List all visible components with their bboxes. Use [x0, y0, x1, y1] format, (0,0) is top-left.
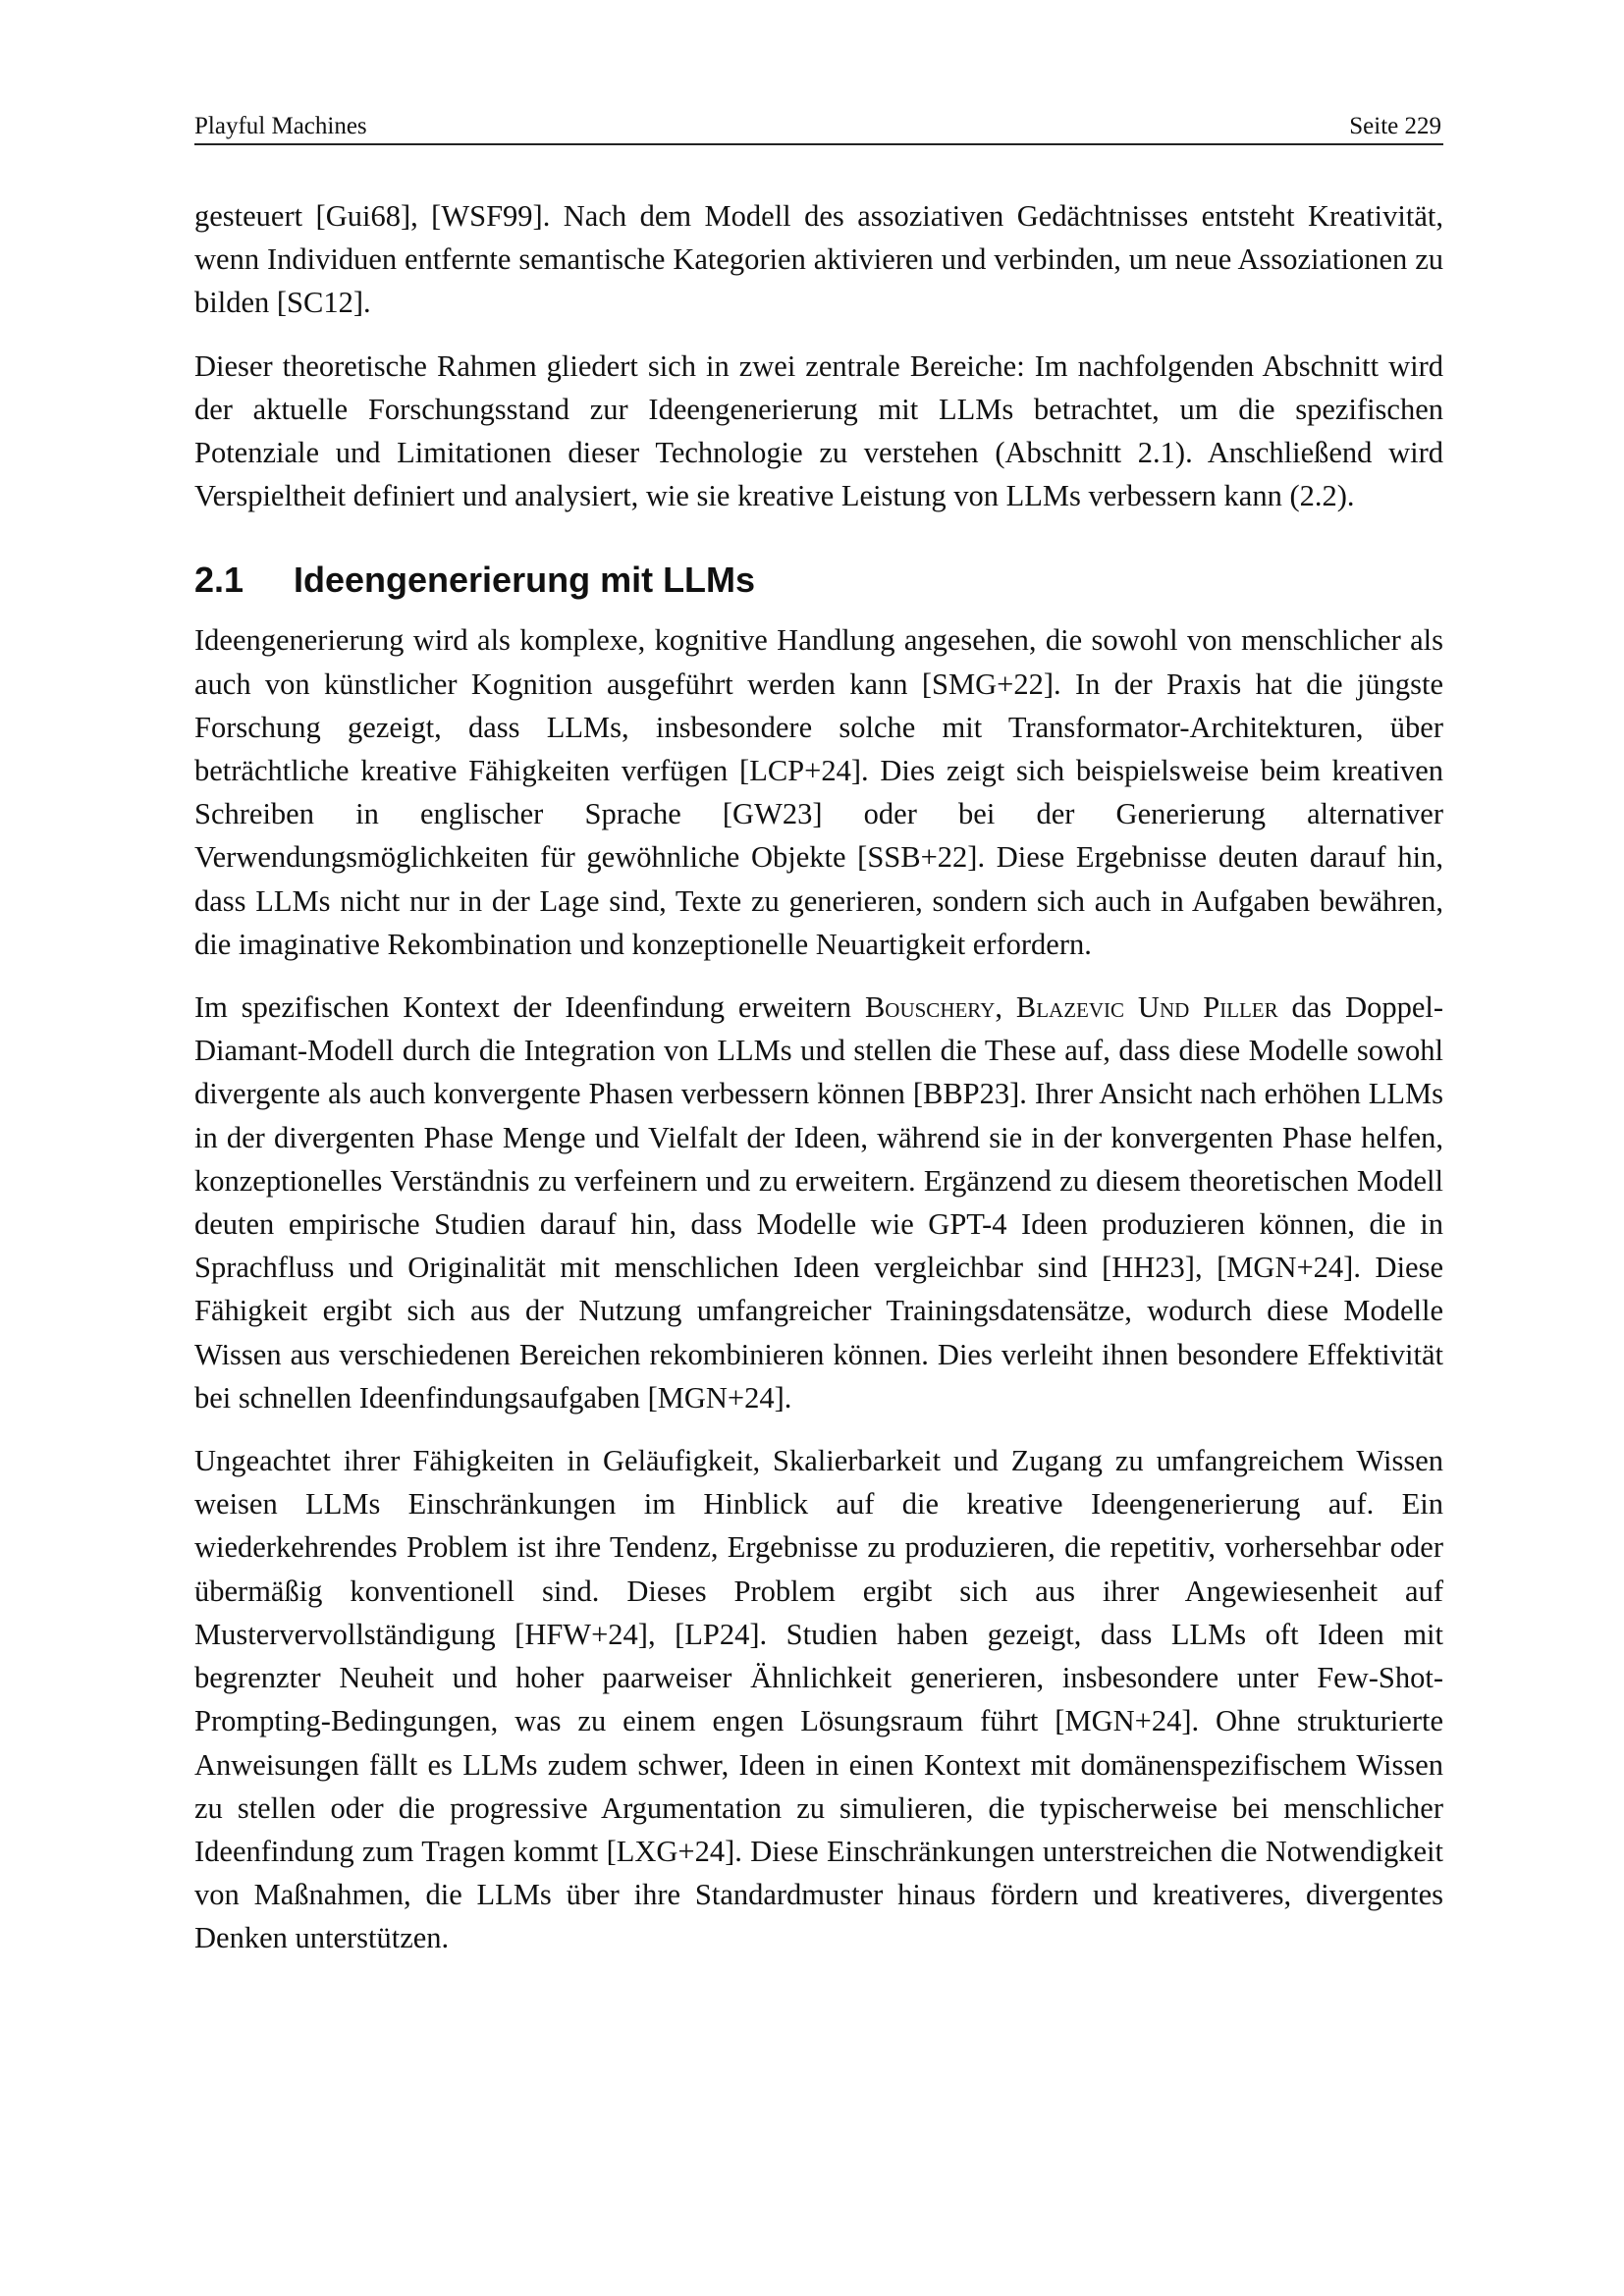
author-name: Bouschery — [864, 990, 996, 1025]
author-conjunction: Und — [1124, 990, 1204, 1025]
running-header — [194, 110, 1443, 145]
paragraph-3: Ideengenerierung wird als komplexe, kognitive Handlung angesehen, die sowohl von menschlicher als auch von künstlicher Kognition ausgeführt werden kann [SMG+22]. In der Praxis hat die jüngste Forschung gezeigt, dass LLMs, insbesondere solche mit Transformator-Architekturen, über beträchtliche kreative Fähigkeiten verfügen [LCP+24]. Dies zeigt sich beispielsweise beim kreativen Schreiben in englischer Sprache [GW23] oder bei der Generierung alternativer Verwendungsmöglichkeiten für gewöhnliche Objekte [SSB+22]. Diese Ergebnisse deuten darauf hin, dass LLMs nicht nur in der Lage sind, Texte zu generieren, sondern sich auch in Aufgaben bewähren, die imaginative Rekombination und konzeptionelle Neuartigkeit erfordern. — [194, 623, 1443, 961]
author-name: Piller — [1203, 990, 1278, 1025]
paragraph-1: gesteuert [Gui68], [WSF99]. Nach dem Modell des assoziativen Gedächtnisses entsteht Kreativität, wenn Individuen entfernte semantische Kategorien aktivieren und verbinden, um neue Assoziationen zu bilden [SC12]. — [194, 199, 1443, 320]
author-name: Blazevic — [1015, 990, 1125, 1025]
paragraph-2: Dieser theoretische Rahmen gliedert sich in zwei zentrale Bereiche: Im nachfolgenden Abschnitt wird der aktuelle Forschungsstand zur Ideengenerierung mit LLMs betrachtet, um die spezifischen Potenziale und Limitationen dieser Technologie zu verstehen (Abschnitt 2.1). Anschließend wird Verspieltheit definiert und analysiert, wie sie kreative Leistung von LLMs verbessern kann (2.2). — [194, 348, 1443, 513]
header-title: Playful Machines — [194, 113, 367, 139]
section-title: Ideengenerierung mit LLMs — [294, 560, 756, 601]
body-text — [194, 194, 1443, 1980]
section-heading — [194, 559, 1443, 602]
section-number: 2.1 — [194, 560, 244, 601]
author-separator: , — [995, 990, 1016, 1025]
paragraph-4 — [194, 986, 1443, 1419]
paragraph-5: Ungeachtet ihrer Fähigkeiten in Geläufigkeit, Skalierbarkeit und Zugang zu umfangreichem Wissen weisen LLMs Einschränkungen im Hinblick auf die kreative Ideengenerierung auf. Ein wiederkehrendes Problem ist ihre Tendenz, Ergebnisse zu produzieren, die repetitiv, vorhersehbar oder übermäßig konventionell sind. Dieses Problem ergibt sich aus ihrer Angewiesenheit auf Mustervervollständigung [HFW+24], [LP24]. Studien haben gezeigt, dass LLMs oft Ideen mit begrenzter Neuheit und hoher paarweiser Ähnlichkeit generieren, insbesondere unter Few-Shot-Prompting-Bedingungen, was zu einem engen Lösungsraum führt [MGN+24]. Ohne strukturierte Anweisungen fällt es LLMs zudem schwer, Ideen in einen Kontext mit domänenspezifischem Wissen zu stellen oder die progressive Argumentation zu simulieren, die typischerweise bei menschlicher Ideenfindung zum Tragen kommt [LXG+24]. Diese Einschränkungen unterstreichen die Notwendigkeit von Maßnahmen, die LLMs über ihre Standardmuster hinaus fördern und kreativeres, divergentes Denken unterstützen. — [194, 1444, 1443, 1955]
paragraph-4-intro: Im spezifischen Kontext der Ideenfindung erweitern — [194, 990, 865, 1025]
paragraph-4-body: das Doppel-Diamant-Modell durch die Integration von LLMs und stellen die These auf, dass diese Modelle sowohl divergente als auch konvergente Phasen verbessern können [BBP23]. Ihrer Ansicht nach erhöhen LLMs in der divergenten Phase Menge und Vielfalt der Ideen, während sie in der konvergenten Phase helfen, konzeptionelles Verständnis zu verfeinern und zu erweitern. Ergänzend zu diesem theoretischen Modell deuten empirische Studien darauf hin, dass Modelle wie GPT-4 Ideen produzieren können, die in Sprachfluss und Originalität mit menschlichen Ideen vergleichbar sind [HH23], [MGN+24]. Diese Fähigkeit ergibt sich aus der Nutzung umfangreicher Trainingsdatensätze, wodurch diese Modelle Wissen aus verschiedenen Bereichen rekombinieren können. Dies verleiht ihnen besondere Effektivität bei schnellen Ideenfindungsaufgaben [MGN+24]. — [194, 990, 1444, 1415]
header-page-number: Seite 229 — [1349, 113, 1441, 139]
